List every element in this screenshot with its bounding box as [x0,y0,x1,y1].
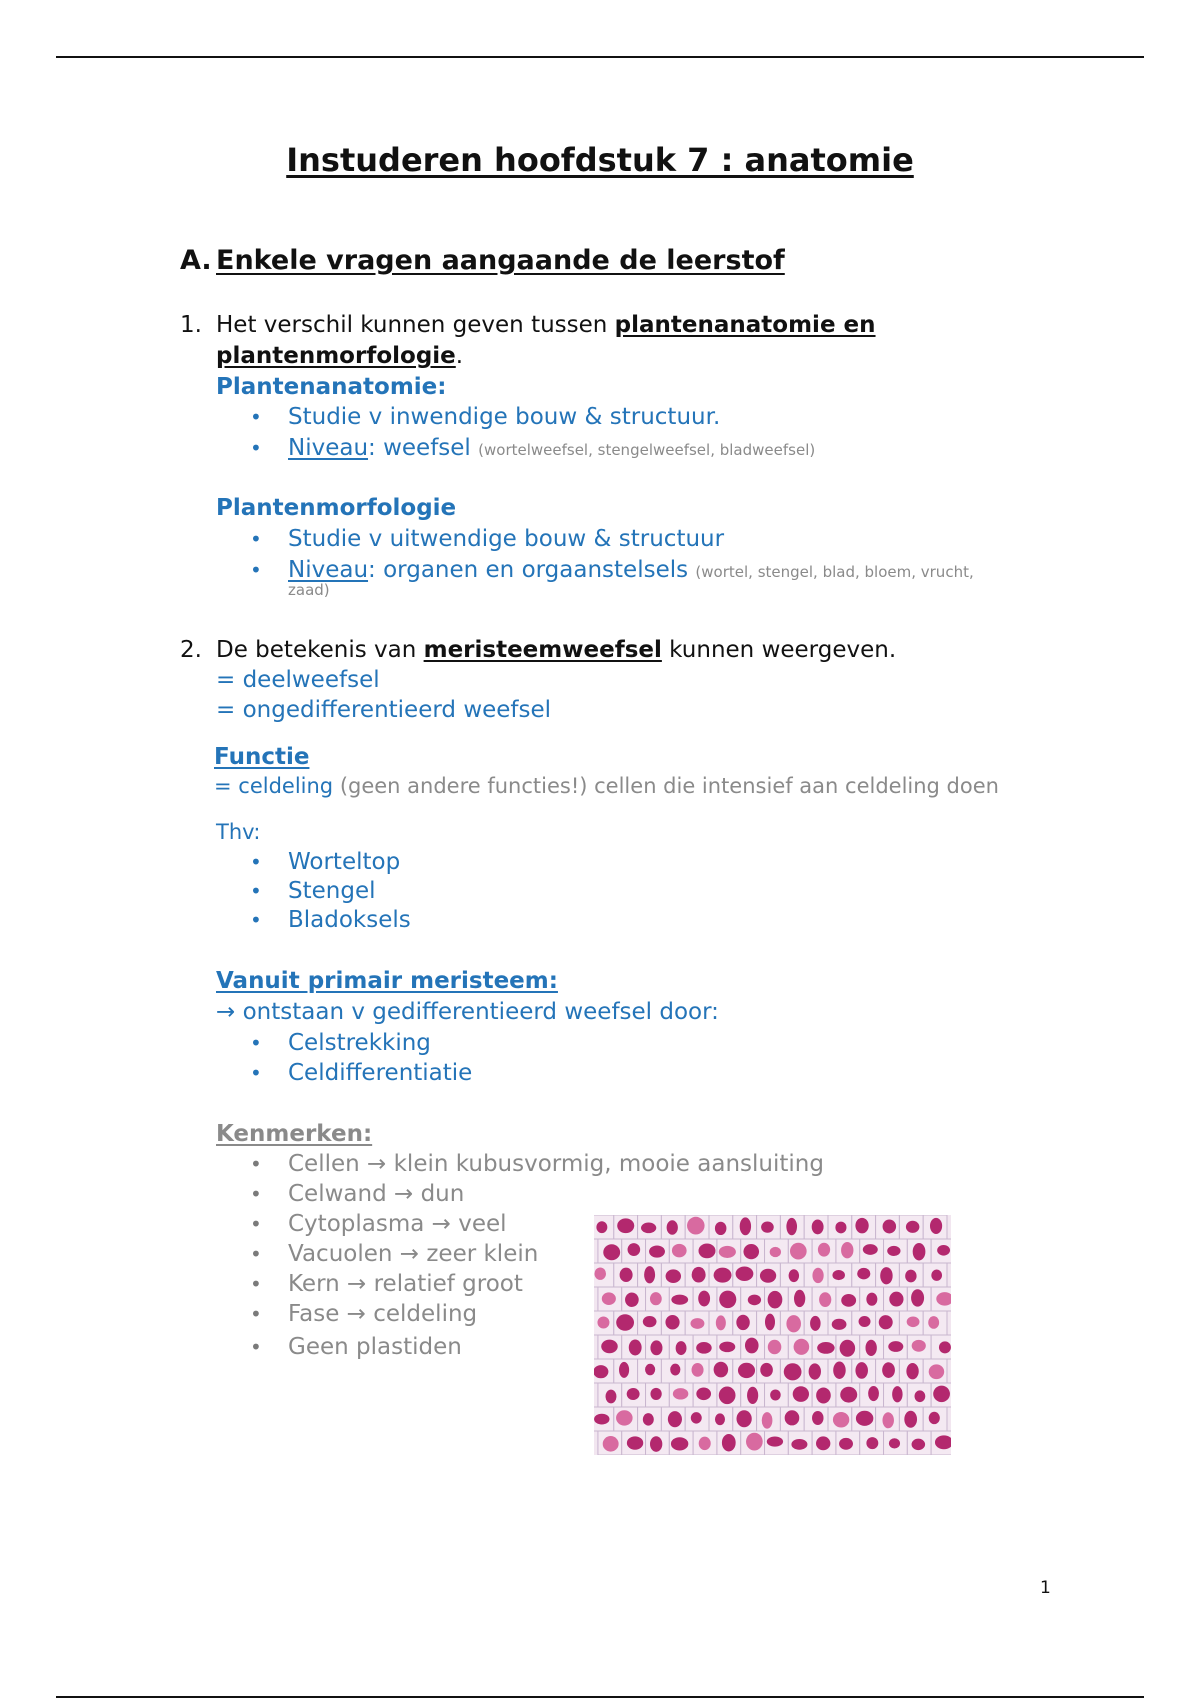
cell-nucleus [786,1218,797,1235]
cell-nucleus [868,1386,879,1401]
cell-nucleus [692,1267,706,1283]
cell-nucleus [810,1316,821,1331]
cell-nucleus [819,1292,831,1307]
cell-nucleus [616,1410,633,1425]
cell-nucleus [603,1436,619,1452]
cell-nucleus [594,1267,605,1279]
cell-nucleus [883,1219,897,1233]
cell-nucleus [620,1268,633,1282]
cell-nucleus [617,1218,634,1233]
cell-nucleus [667,1220,678,1234]
cell-nucleus [643,1316,657,1327]
cell-nucleus [911,1289,924,1306]
cell-nucleus [676,1341,687,1355]
cell-nucleus [929,1412,940,1424]
cell-nucleus [746,1433,763,1451]
cell-nucleus [912,1439,926,1450]
cell-nucleus [855,1362,868,1379]
bullet: • [250,405,262,429]
cell-nucleus [719,1386,736,1404]
cell-nucleus [906,1221,920,1233]
cell-nucleus [915,1390,926,1402]
thv-item: Bladoksels [288,907,411,933]
cell-nucleus [880,1267,892,1284]
cell-nucleus [625,1293,639,1307]
cell-nucleus [719,1291,736,1309]
thv-label: Thv: [216,820,261,844]
kenmerken-item: Kern → relatief groot [288,1271,523,1297]
cell-nucleus [839,1438,853,1450]
cell-nucleus [643,1413,654,1425]
cell-nucleus [786,1315,801,1332]
meristem-cells-image [594,1215,951,1455]
cell-nucleus [761,1222,774,1233]
cell-nucleus [929,1364,944,1379]
cell-nucleus [650,1292,662,1305]
primair-item: Celstrekking [288,1030,431,1056]
cell-nucleus [887,1246,900,1256]
cell-nucleus [743,1244,759,1259]
q2-line: 2. De betekenis van meristeemweefsel kunnen weergeven. [180,637,897,663]
morfologie-niveau-note: zaad) [288,581,330,599]
q1-line: 1. Het verschil kunnen geven tussen plantenanatomie en [180,312,876,338]
cell-nucleus [687,1217,705,1235]
cell-nucleus [597,1317,609,1329]
bullet: • [250,850,262,874]
cell-nucleus [748,1295,761,1306]
bullet: • [250,1212,262,1236]
cell-nucleus [833,1412,849,1428]
cell-nucleus [747,1387,758,1404]
cell-nucleus [616,1314,634,1331]
cell-nucleus [670,1364,680,1376]
kenmerken-item: Cellen → klein kubusvormig, mooie aansluiting [288,1151,824,1177]
cell-nucleus [833,1362,845,1379]
cell-nucleus [645,1364,655,1375]
cell-nucleus [671,1295,688,1305]
cell-nucleus [736,1315,749,1330]
cell-nucleus [641,1223,656,1234]
cell-nucleus [601,1340,618,1354]
cell-nucleus [817,1342,834,1354]
cell-nucleus [812,1220,824,1235]
cell-nucleus [627,1436,643,1449]
bullet: • [250,908,262,932]
cell-nucleus [606,1390,617,1404]
cell-nucleus [865,1340,876,1356]
cell-nucleus [835,1222,846,1234]
primair-line: → ontstaan v gedifferentieerd weefsel door: [216,999,719,1025]
cell-nucleus [937,1245,950,1256]
cell-nucleus [619,1362,629,1378]
cell-nucleus [770,1247,781,1257]
cell-nucleus [832,1270,845,1280]
bullet: • [250,558,262,582]
cell-nucleus [699,1244,716,1259]
kenmerken-item: Celwand → dun [288,1181,465,1207]
q2-def-1: = deelweefsel [216,667,380,693]
cell-nucleus [882,1412,893,1428]
bullet: • [250,1335,262,1359]
cell-nucleus [672,1244,687,1258]
cell-nucleus [857,1268,870,1279]
page-number: 1 [1040,1578,1051,1598]
cell-nucleus [794,1339,810,1355]
page-title: Instuderen hoofdstuk 7 : anatomie [286,141,914,179]
cell-nucleus [879,1315,893,1329]
cell-nucleus [760,1363,773,1377]
cell-nucleus [714,1362,729,1378]
cell-nucleus [719,1246,736,1258]
cell-nucleus [785,1410,800,1425]
q1-line-2: plantenmorfologie. [216,343,464,369]
meristem-cells-illustration [594,1215,951,1455]
cell-nucleus [931,1270,942,1281]
cell-nucleus [602,1292,616,1305]
anatomie-niveau: Niveau: weefsel (wortelweefsel, stengelweefsel, bladweefsel) [288,435,816,461]
cell-nucleus [789,1269,799,1282]
primair-heading: Vanuit primair meristeem: [216,968,558,994]
cell-nucleus [696,1387,711,1400]
cell-nucleus [715,1222,727,1235]
cell-nucleus [907,1316,920,1327]
cell-nucleus [866,1437,878,1449]
bullet: • [250,527,262,551]
cell-nucleus [736,1410,751,1427]
cell-nucleus [928,1316,939,1329]
primair-item: Celdifferentiatie [288,1060,473,1086]
bullet: • [250,1182,262,1206]
cell-nucleus [596,1221,607,1233]
bullet: • [250,1272,262,1296]
cell-nucleus [768,1340,782,1354]
cell-nucleus [603,1244,620,1260]
bullet: • [250,1031,262,1055]
cell-nucleus [698,1291,710,1307]
cell-nucleus [866,1293,877,1306]
cell-nucleus [736,1267,754,1281]
cell-nucleus [882,1362,895,1378]
cell-nucleus [691,1412,702,1423]
cell-nucleus [933,1386,950,1402]
anatomie-heading: Plantenanatomie: [216,374,447,400]
cell-nucleus [905,1270,916,1283]
functie-text: = celdeling (geen andere functies!) cellen die intensief aan celdeling doen [214,774,999,798]
cell-nucleus [784,1363,802,1380]
cell-nucleus [791,1439,807,1450]
cell-nucleus [818,1243,830,1257]
cell-nucleus [841,1294,856,1307]
cell-nucleus [594,1414,609,1425]
q2-def-2: = ongedifferentieerd weefsel [216,697,552,723]
bullet: • [250,1242,262,1266]
cell-nucleus [794,1290,805,1307]
cell-nucleus [793,1386,809,1402]
cell-nucleus [714,1268,732,1283]
cell-nucleus [665,1315,679,1330]
cell-nucleus [840,1387,857,1403]
cell-nucleus [738,1363,755,1378]
cell-nucleus [671,1437,688,1450]
cell-nucleus [767,1436,783,1446]
cell-nucleus [673,1388,688,1399]
morfologie-niveau: Niveau: organen en orgaanstelsels (wortel, stengel, blad, bloem, vrucht, [288,557,974,583]
functie-heading: Functie [214,744,310,770]
cell-nucleus [719,1342,735,1353]
cell-nucleus [650,1436,662,1452]
cell-nucleus [859,1316,871,1327]
bullet: • [250,1152,262,1176]
morfologie-heading: Plantenmorfologie [216,495,457,521]
cell-nucleus [855,1218,868,1233]
cell-nucleus [745,1338,759,1354]
morfologie-item-1: Studie v uitwendige bouw & structuur [288,526,725,552]
cell-nucleus [765,1314,775,1331]
cell-nucleus [816,1387,831,1403]
kenmerken-item: Geen plastiden [288,1334,462,1360]
anatomie-item-1: Studie v inwendige bouw & structuur. [288,404,721,430]
cell-nucleus [762,1412,773,1429]
cell-nucleus [594,1365,608,1378]
bullet: • [250,436,262,460]
cell-nucleus [856,1411,873,1426]
section-heading: A. Enkele vragen aangaande de leerstof [180,245,785,276]
cell-nucleus [692,1363,704,1377]
cell-nucleus [790,1243,807,1260]
cell-nucleus [696,1342,712,1354]
cell-nucleus [930,1218,942,1234]
cell-nucleus [768,1291,783,1309]
cell-nucleus [840,1340,856,1357]
bullet: • [250,1302,262,1326]
cell-nucleus [740,1217,751,1235]
kenmerken-item: Vacuolen → zeer klein [288,1241,539,1267]
cell-nucleus [644,1266,655,1283]
cell-nucleus [889,1438,900,1448]
cell-nucleus [627,1388,640,1400]
cell-nucleus [770,1389,781,1400]
cell-nucleus [906,1363,918,1379]
bullet: • [250,1061,262,1085]
cell-nucleus [629,1340,642,1356]
cell-nucleus [722,1434,736,1452]
cell-nucleus [912,1340,926,1352]
cell-nucleus [699,1437,711,1451]
cell-nucleus [816,1436,830,1450]
cell-nucleus [832,1319,847,1330]
cell-nucleus [650,1340,662,1355]
cell-nucleus [715,1413,725,1425]
cell-nucleus [716,1315,726,1330]
kenmerken-item: Cytoplasma → veel [288,1211,507,1237]
cell-nucleus [668,1411,682,1427]
cell-nucleus [889,1292,903,1307]
top-rule [56,56,1144,58]
cell-nucleus [863,1244,878,1255]
cell-nucleus [649,1245,665,1257]
thv-item: Worteltop [288,849,401,875]
cell-nucleus [913,1243,926,1260]
cell-nucleus [939,1341,951,1353]
cell-nucleus [888,1341,903,1352]
cell-nucleus [628,1243,641,1256]
cell-nucleus [904,1411,917,1428]
cell-nucleus [812,1411,823,1425]
bottom-rule [56,1696,1144,1698]
cell-nucleus [809,1363,821,1379]
cell-nucleus [892,1386,902,1402]
bullet: • [250,879,262,903]
cell-nucleus [812,1268,823,1283]
cell-nucleus [841,1242,853,1258]
cell-nucleus [690,1318,704,1329]
kenmerken-item: Fase → celdeling [288,1301,478,1327]
cell-nucleus [650,1388,661,1400]
kenmerken-heading: Kenmerken: [216,1121,373,1147]
thv-item: Stengel [288,878,376,904]
cell-nucleus [760,1269,776,1283]
cell-nucleus [666,1269,681,1283]
